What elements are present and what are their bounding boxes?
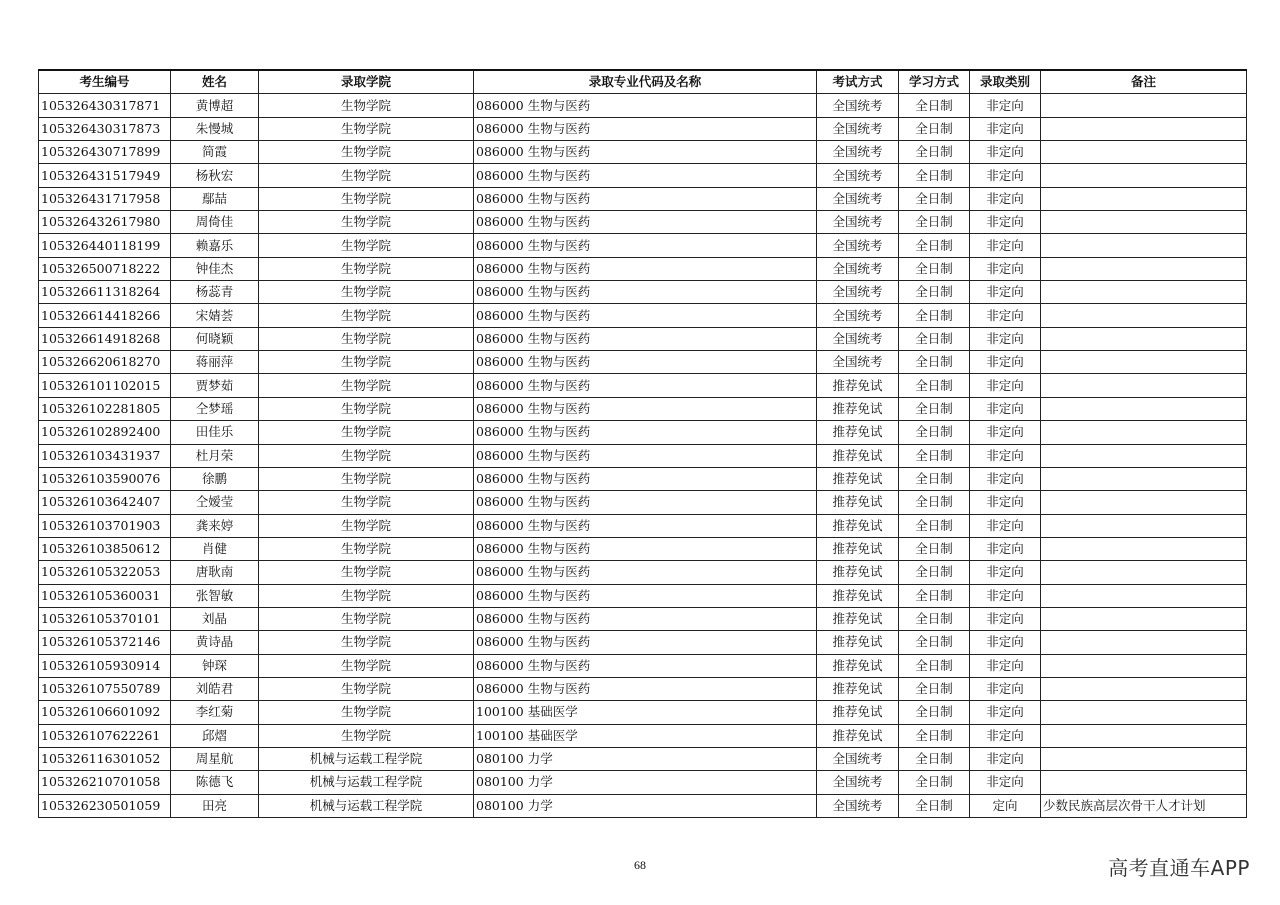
major-cell: 080100 力学 bbox=[474, 747, 817, 770]
study-mode-cell: 全日制 bbox=[899, 631, 970, 654]
table-row bbox=[39, 514, 1247, 537]
name-cell: 唐耿南 bbox=[171, 561, 259, 584]
name-cell: 肖健 bbox=[171, 537, 259, 560]
college-cell: 生物学院 bbox=[259, 351, 474, 374]
table-row bbox=[39, 211, 1247, 234]
exam-type-cell: 全国统考 bbox=[817, 141, 899, 164]
exam-id-cell: 105326210701058 bbox=[39, 771, 171, 794]
table-row bbox=[39, 491, 1247, 514]
notes-cell bbox=[1041, 187, 1247, 210]
college-cell: 生物学院 bbox=[259, 677, 474, 700]
exam-id-cell: 105326102892400 bbox=[39, 421, 171, 444]
notes-cell bbox=[1041, 701, 1247, 724]
notes-cell bbox=[1041, 677, 1247, 700]
college-cell: 生物学院 bbox=[259, 281, 474, 304]
exam-id-cell: 105326105372146 bbox=[39, 631, 171, 654]
category-cell: 非定向 bbox=[970, 374, 1041, 397]
study-mode-cell: 全日制 bbox=[899, 794, 970, 817]
exam-type-cell: 推荐免试 bbox=[817, 467, 899, 490]
notes-cell bbox=[1041, 327, 1247, 350]
name-cell: 刘皓君 bbox=[171, 677, 259, 700]
major-cell: 086000 生物与医药 bbox=[474, 631, 817, 654]
exam-type-cell: 推荐免试 bbox=[817, 421, 899, 444]
exam-id-cell: 105326106601092 bbox=[39, 701, 171, 724]
name-cell: 邱熠 bbox=[171, 724, 259, 747]
study-mode-cell: 全日制 bbox=[899, 327, 970, 350]
college-cell: 生物学院 bbox=[259, 444, 474, 467]
major-cell: 086000 生物与医药 bbox=[474, 421, 817, 444]
major-cell: 086000 生物与医药 bbox=[474, 141, 817, 164]
table-row bbox=[39, 607, 1247, 630]
category-cell: 非定向 bbox=[970, 467, 1041, 490]
study-mode-cell: 全日制 bbox=[899, 537, 970, 560]
header-study-mode: 学习方式 bbox=[899, 70, 970, 94]
table-row bbox=[39, 117, 1247, 140]
notes-cell bbox=[1041, 491, 1247, 514]
exam-type-cell: 推荐免试 bbox=[817, 397, 899, 420]
table-row bbox=[39, 724, 1247, 747]
category-cell: 非定向 bbox=[970, 327, 1041, 350]
notes-cell bbox=[1041, 467, 1247, 490]
study-mode-cell: 全日制 bbox=[899, 117, 970, 140]
major-cell: 086000 生物与医药 bbox=[474, 187, 817, 210]
exam-id-cell: 105326116301052 bbox=[39, 747, 171, 770]
college-cell: 生物学院 bbox=[259, 164, 474, 187]
table-row bbox=[39, 94, 1247, 117]
header-exam-type: 考试方式 bbox=[817, 70, 899, 94]
notes-cell bbox=[1041, 257, 1247, 280]
category-cell: 非定向 bbox=[970, 257, 1041, 280]
name-cell: 简霞 bbox=[171, 141, 259, 164]
study-mode-cell: 全日制 bbox=[899, 607, 970, 630]
name-cell: 陈德飞 bbox=[171, 771, 259, 794]
notes-cell bbox=[1041, 94, 1247, 117]
category-cell: 非定向 bbox=[970, 187, 1041, 210]
college-cell: 生物学院 bbox=[259, 701, 474, 724]
category-cell: 非定向 bbox=[970, 584, 1041, 607]
notes-cell bbox=[1041, 281, 1247, 304]
table-row bbox=[39, 467, 1247, 490]
name-cell: 田佳乐 bbox=[171, 421, 259, 444]
table-row bbox=[39, 771, 1247, 794]
major-cell: 086000 生物与医药 bbox=[474, 607, 817, 630]
exam-type-cell: 推荐免试 bbox=[817, 491, 899, 514]
table-row bbox=[39, 257, 1247, 280]
exam-type-cell: 推荐免试 bbox=[817, 374, 899, 397]
college-cell: 机械与运载工程学院 bbox=[259, 771, 474, 794]
watermark: 高考直通车APP bbox=[1108, 856, 1250, 880]
study-mode-cell: 全日制 bbox=[899, 771, 970, 794]
college-cell: 生物学院 bbox=[259, 561, 474, 584]
major-cell: 100100 基础医学 bbox=[474, 701, 817, 724]
exam-id-cell: 105326103850612 bbox=[39, 537, 171, 560]
major-cell: 086000 生物与医药 bbox=[474, 537, 817, 560]
notes-cell: 少数民族高层次骨干人才计划 bbox=[1041, 794, 1247, 817]
table-row bbox=[39, 141, 1247, 164]
college-cell: 生物学院 bbox=[259, 467, 474, 490]
category-cell: 非定向 bbox=[970, 491, 1041, 514]
exam-type-cell: 推荐免试 bbox=[817, 701, 899, 724]
notes-cell bbox=[1041, 561, 1247, 584]
category-cell: 非定向 bbox=[970, 421, 1041, 444]
exam-type-cell: 推荐免试 bbox=[817, 561, 899, 584]
major-cell: 086000 生物与医药 bbox=[474, 561, 817, 584]
category-cell: 非定向 bbox=[970, 677, 1041, 700]
exam-id-cell: 105326614418266 bbox=[39, 304, 171, 327]
major-cell: 086000 生物与医药 bbox=[474, 491, 817, 514]
table-body bbox=[39, 94, 1247, 818]
category-cell: 非定向 bbox=[970, 654, 1041, 677]
notes-cell bbox=[1041, 397, 1247, 420]
major-cell: 086000 生物与医药 bbox=[474, 514, 817, 537]
major-cell: 080100 力学 bbox=[474, 771, 817, 794]
category-cell: 非定向 bbox=[970, 771, 1041, 794]
exam-type-cell: 推荐免试 bbox=[817, 631, 899, 654]
exam-type-cell: 推荐免试 bbox=[817, 514, 899, 537]
notes-cell bbox=[1041, 607, 1247, 630]
college-cell: 生物学院 bbox=[259, 397, 474, 420]
exam-type-cell: 全国统考 bbox=[817, 281, 899, 304]
table-row bbox=[39, 351, 1247, 374]
header-notes: 备注 bbox=[1041, 70, 1247, 94]
name-cell: 仝嫒莹 bbox=[171, 491, 259, 514]
category-cell: 非定向 bbox=[970, 94, 1041, 117]
exam-id-cell: 105326103590076 bbox=[39, 467, 171, 490]
notes-cell bbox=[1041, 421, 1247, 444]
exam-id-cell: 105326614918268 bbox=[39, 327, 171, 350]
major-cell: 086000 生物与医药 bbox=[474, 234, 817, 257]
major-cell: 086000 生物与医药 bbox=[474, 281, 817, 304]
notes-cell bbox=[1041, 351, 1247, 374]
category-cell: 定向 bbox=[970, 794, 1041, 817]
exam-type-cell: 推荐免试 bbox=[817, 444, 899, 467]
table-row bbox=[39, 187, 1247, 210]
college-cell: 生物学院 bbox=[259, 607, 474, 630]
table-row bbox=[39, 747, 1247, 770]
study-mode-cell: 全日制 bbox=[899, 304, 970, 327]
study-mode-cell: 全日制 bbox=[899, 374, 970, 397]
study-mode-cell: 全日制 bbox=[899, 141, 970, 164]
college-cell: 生物学院 bbox=[259, 491, 474, 514]
table-row bbox=[39, 584, 1247, 607]
college-cell: 生物学院 bbox=[259, 327, 474, 350]
exam-type-cell: 全国统考 bbox=[817, 211, 899, 234]
college-cell: 生物学院 bbox=[259, 117, 474, 140]
exam-id-cell: 105326431717958 bbox=[39, 187, 171, 210]
table-row bbox=[39, 164, 1247, 187]
exam-type-cell: 全国统考 bbox=[817, 234, 899, 257]
category-cell: 非定向 bbox=[970, 117, 1041, 140]
study-mode-cell: 全日制 bbox=[899, 561, 970, 584]
name-cell: 蒋丽萍 bbox=[171, 351, 259, 374]
exam-type-cell: 推荐免试 bbox=[817, 654, 899, 677]
category-cell: 非定向 bbox=[970, 351, 1041, 374]
name-cell: 刘晶 bbox=[171, 607, 259, 630]
category-cell: 非定向 bbox=[970, 211, 1041, 234]
notes-cell bbox=[1041, 164, 1247, 187]
study-mode-cell: 全日制 bbox=[899, 211, 970, 234]
category-cell: 非定向 bbox=[970, 397, 1041, 420]
study-mode-cell: 全日制 bbox=[899, 187, 970, 210]
category-cell: 非定向 bbox=[970, 444, 1041, 467]
exam-id-cell: 105326105360031 bbox=[39, 584, 171, 607]
notes-cell bbox=[1041, 631, 1247, 654]
exam-id-cell: 105326107550789 bbox=[39, 677, 171, 700]
exam-type-cell: 全国统考 bbox=[817, 747, 899, 770]
exam-type-cell: 全国统考 bbox=[817, 187, 899, 210]
name-cell: 杨秋宏 bbox=[171, 164, 259, 187]
college-cell: 生物学院 bbox=[259, 584, 474, 607]
category-cell: 非定向 bbox=[970, 701, 1041, 724]
exam-type-cell: 全国统考 bbox=[817, 117, 899, 140]
exam-id-cell: 105326430317871 bbox=[39, 94, 171, 117]
notes-cell bbox=[1041, 747, 1247, 770]
table-row bbox=[39, 537, 1247, 560]
exam-type-cell: 推荐免试 bbox=[817, 537, 899, 560]
name-cell: 龚来婷 bbox=[171, 514, 259, 537]
name-cell: 杜月荣 bbox=[171, 444, 259, 467]
college-cell: 生物学院 bbox=[259, 537, 474, 560]
exam-id-cell: 105326107622261 bbox=[39, 724, 171, 747]
exam-type-cell: 推荐免试 bbox=[817, 607, 899, 630]
exam-id-cell: 105326500718222 bbox=[39, 257, 171, 280]
category-cell: 非定向 bbox=[970, 164, 1041, 187]
notes-cell bbox=[1041, 444, 1247, 467]
table-row bbox=[39, 677, 1247, 700]
exam-id-cell: 105326230501059 bbox=[39, 794, 171, 817]
name-cell: 鄢喆 bbox=[171, 187, 259, 210]
study-mode-cell: 全日制 bbox=[899, 257, 970, 280]
name-cell: 钟佳杰 bbox=[171, 257, 259, 280]
study-mode-cell: 全日制 bbox=[899, 164, 970, 187]
major-cell: 086000 生物与医药 bbox=[474, 94, 817, 117]
study-mode-cell: 全日制 bbox=[899, 584, 970, 607]
notes-cell bbox=[1041, 211, 1247, 234]
notes-cell bbox=[1041, 654, 1247, 677]
college-cell: 生物学院 bbox=[259, 514, 474, 537]
major-cell: 086000 生物与医药 bbox=[474, 397, 817, 420]
category-cell: 非定向 bbox=[970, 724, 1041, 747]
exam-type-cell: 推荐免试 bbox=[817, 724, 899, 747]
table-row bbox=[39, 444, 1247, 467]
major-cell: 086000 生物与医药 bbox=[474, 677, 817, 700]
study-mode-cell: 全日制 bbox=[899, 234, 970, 257]
major-cell: 086000 生物与医药 bbox=[474, 584, 817, 607]
study-mode-cell: 全日制 bbox=[899, 94, 970, 117]
category-cell: 非定向 bbox=[970, 281, 1041, 304]
college-cell: 生物学院 bbox=[259, 234, 474, 257]
major-cell: 086000 生物与医药 bbox=[474, 654, 817, 677]
category-cell: 非定向 bbox=[970, 537, 1041, 560]
college-cell: 生物学院 bbox=[259, 257, 474, 280]
notes-cell bbox=[1041, 304, 1247, 327]
notes-cell bbox=[1041, 771, 1247, 794]
name-cell: 徐鹏 bbox=[171, 467, 259, 490]
exam-id-cell: 105326103431937 bbox=[39, 444, 171, 467]
table-row bbox=[39, 397, 1247, 420]
major-cell: 086000 生物与医药 bbox=[474, 327, 817, 350]
college-cell: 生物学院 bbox=[259, 94, 474, 117]
table-row bbox=[39, 327, 1247, 350]
exam-type-cell: 全国统考 bbox=[817, 771, 899, 794]
exam-id-cell: 105326440118199 bbox=[39, 234, 171, 257]
category-cell: 非定向 bbox=[970, 141, 1041, 164]
exam-id-cell: 105326105930914 bbox=[39, 654, 171, 677]
exam-type-cell: 全国统考 bbox=[817, 94, 899, 117]
exam-id-cell: 105326611318264 bbox=[39, 281, 171, 304]
table-row bbox=[39, 304, 1247, 327]
major-cell: 100100 基础医学 bbox=[474, 724, 817, 747]
college-cell: 生物学院 bbox=[259, 654, 474, 677]
category-cell: 非定向 bbox=[970, 607, 1041, 630]
study-mode-cell: 全日制 bbox=[899, 397, 970, 420]
exam-id-cell: 105326101102015 bbox=[39, 374, 171, 397]
exam-type-cell: 全国统考 bbox=[817, 794, 899, 817]
college-cell: 生物学院 bbox=[259, 141, 474, 164]
name-cell: 周倚佳 bbox=[171, 211, 259, 234]
category-cell: 非定向 bbox=[970, 747, 1041, 770]
study-mode-cell: 全日制 bbox=[899, 724, 970, 747]
header-name: 姓名 bbox=[171, 70, 259, 94]
name-cell: 钟琛 bbox=[171, 654, 259, 677]
exam-id-cell: 105326103701903 bbox=[39, 514, 171, 537]
study-mode-cell: 全日制 bbox=[899, 491, 970, 514]
table-row bbox=[39, 281, 1247, 304]
table-row bbox=[39, 654, 1247, 677]
header-exam-id: 考生编号 bbox=[39, 70, 171, 94]
study-mode-cell: 全日制 bbox=[899, 654, 970, 677]
category-cell: 非定向 bbox=[970, 304, 1041, 327]
category-cell: 非定向 bbox=[970, 561, 1041, 584]
exam-type-cell: 推荐免试 bbox=[817, 677, 899, 700]
study-mode-cell: 全日制 bbox=[899, 701, 970, 724]
major-cell: 086000 生物与医药 bbox=[474, 304, 817, 327]
study-mode-cell: 全日制 bbox=[899, 444, 970, 467]
exam-type-cell: 全国统考 bbox=[817, 327, 899, 350]
college-cell: 机械与运载工程学院 bbox=[259, 747, 474, 770]
notes-cell bbox=[1041, 374, 1247, 397]
name-cell: 何晓颖 bbox=[171, 327, 259, 350]
exam-id-cell: 105326105370101 bbox=[39, 607, 171, 630]
header-major: 录取专业代码及名称 bbox=[474, 70, 817, 94]
major-cell: 086000 生物与医药 bbox=[474, 444, 817, 467]
notes-cell bbox=[1041, 117, 1247, 140]
exam-id-cell: 105326105322053 bbox=[39, 561, 171, 584]
major-cell: 086000 生物与医药 bbox=[474, 164, 817, 187]
name-cell: 李红菊 bbox=[171, 701, 259, 724]
exam-type-cell: 全国统考 bbox=[817, 304, 899, 327]
header-category: 录取类别 bbox=[970, 70, 1041, 94]
study-mode-cell: 全日制 bbox=[899, 421, 970, 444]
name-cell: 朱慢城 bbox=[171, 117, 259, 140]
college-cell: 生物学院 bbox=[259, 421, 474, 444]
name-cell: 贾梦茹 bbox=[171, 374, 259, 397]
study-mode-cell: 全日制 bbox=[899, 281, 970, 304]
major-cell: 086000 生物与医药 bbox=[474, 351, 817, 374]
name-cell: 杨蕊青 bbox=[171, 281, 259, 304]
exam-type-cell: 全国统考 bbox=[817, 351, 899, 374]
exam-type-cell: 全国统考 bbox=[817, 164, 899, 187]
name-cell: 张智敏 bbox=[171, 584, 259, 607]
category-cell: 非定向 bbox=[970, 234, 1041, 257]
admission-table bbox=[38, 69, 1247, 818]
category-cell: 非定向 bbox=[970, 631, 1041, 654]
major-cell: 086000 生物与医药 bbox=[474, 374, 817, 397]
college-cell: 生物学院 bbox=[259, 211, 474, 234]
study-mode-cell: 全日制 bbox=[899, 514, 970, 537]
name-cell: 田亮 bbox=[171, 794, 259, 817]
exam-id-cell: 105326432617980 bbox=[39, 211, 171, 234]
exam-type-cell: 全国统考 bbox=[817, 257, 899, 280]
table-row bbox=[39, 794, 1247, 817]
exam-id-cell: 105326103642407 bbox=[39, 491, 171, 514]
major-cell: 080100 力学 bbox=[474, 794, 817, 817]
name-cell: 宋婧荟 bbox=[171, 304, 259, 327]
notes-cell bbox=[1041, 234, 1247, 257]
name-cell: 赖嘉乐 bbox=[171, 234, 259, 257]
major-cell: 086000 生物与医药 bbox=[474, 117, 817, 140]
college-cell: 生物学院 bbox=[259, 304, 474, 327]
exam-type-cell: 推荐免试 bbox=[817, 584, 899, 607]
study-mode-cell: 全日制 bbox=[899, 747, 970, 770]
notes-cell bbox=[1041, 141, 1247, 164]
table-row bbox=[39, 234, 1247, 257]
table-row bbox=[39, 701, 1247, 724]
name-cell: 黄诗晶 bbox=[171, 631, 259, 654]
study-mode-cell: 全日制 bbox=[899, 351, 970, 374]
college-cell: 机械与运载工程学院 bbox=[259, 794, 474, 817]
table-row bbox=[39, 421, 1247, 444]
exam-id-cell: 105326102281805 bbox=[39, 397, 171, 420]
notes-cell bbox=[1041, 724, 1247, 747]
exam-id-cell: 105326431517949 bbox=[39, 164, 171, 187]
notes-cell bbox=[1041, 514, 1247, 537]
college-cell: 生物学院 bbox=[259, 187, 474, 210]
notes-cell bbox=[1041, 537, 1247, 560]
table-row bbox=[39, 374, 1247, 397]
major-cell: 086000 生物与医药 bbox=[474, 257, 817, 280]
name-cell: 黄博超 bbox=[171, 94, 259, 117]
exam-id-cell: 105326430317873 bbox=[39, 117, 171, 140]
category-cell: 非定向 bbox=[970, 514, 1041, 537]
college-cell: 生物学院 bbox=[259, 631, 474, 654]
major-cell: 086000 生物与医药 bbox=[474, 467, 817, 490]
page-number: 68 bbox=[634, 858, 646, 872]
header-college: 录取学院 bbox=[259, 70, 474, 94]
name-cell: 仝梦瑶 bbox=[171, 397, 259, 420]
college-cell: 生物学院 bbox=[259, 724, 474, 747]
table-row bbox=[39, 561, 1247, 584]
study-mode-cell: 全日制 bbox=[899, 467, 970, 490]
exam-id-cell: 105326620618270 bbox=[39, 351, 171, 374]
study-mode-cell: 全日制 bbox=[899, 677, 970, 700]
notes-cell bbox=[1041, 584, 1247, 607]
exam-id-cell: 105326430717899 bbox=[39, 141, 171, 164]
table-row bbox=[39, 631, 1247, 654]
major-cell: 086000 生物与医药 bbox=[474, 211, 817, 234]
table-header-row bbox=[39, 70, 1247, 94]
college-cell: 生物学院 bbox=[259, 374, 474, 397]
name-cell: 周星航 bbox=[171, 747, 259, 770]
